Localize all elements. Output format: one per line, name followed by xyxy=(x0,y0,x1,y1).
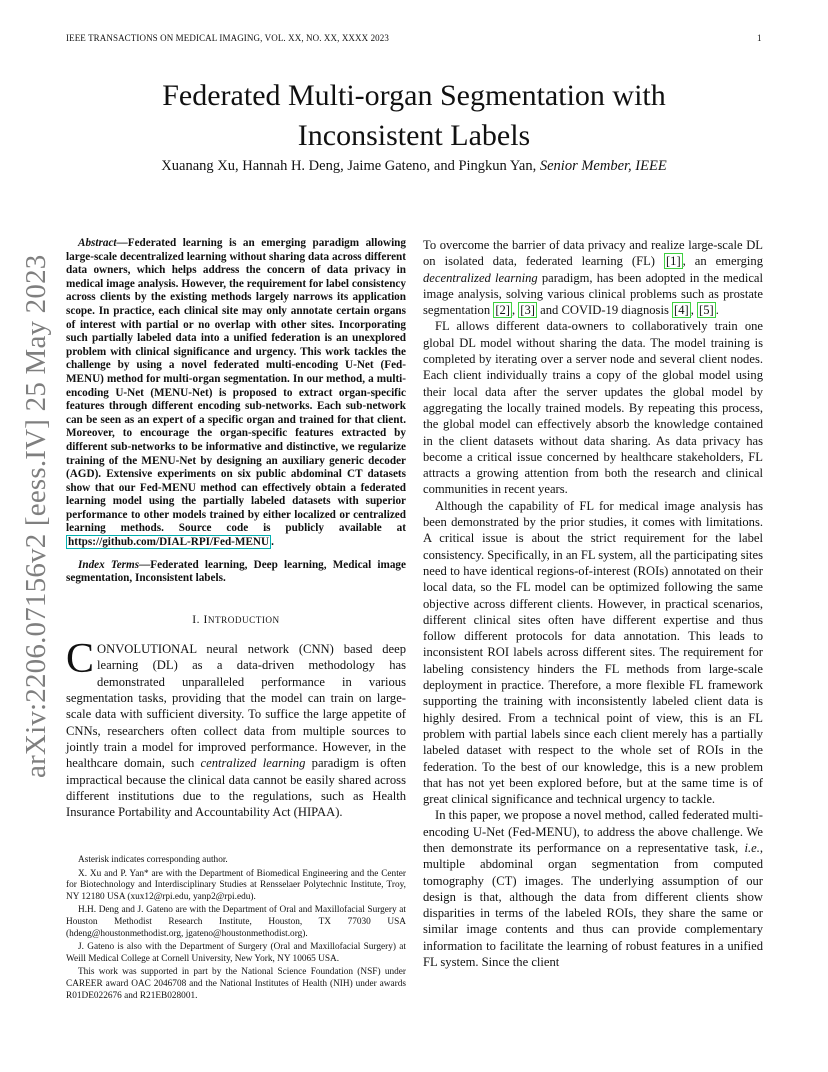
text-run: , an emerging xyxy=(682,254,763,269)
intro-text-end: paradigm is often impractical because the clinical data cannot be easily shared across different institutions due to the regulations, such as Health Insurance Portability and Accountability Act (HIPAA). xyxy=(66,756,407,820)
right-column xyxy=(423,237,763,970)
footnote: J. Gateno is also with the Department of Surgery (Oral and Maxillofacial Surgery) at Weill Medical College at Cornell University, New York, NY 10065 USA. xyxy=(66,942,406,964)
abstract-text: —Federated learning is an emerging paradigm allowing large-scale decentralized learning without sharing data across different data owners, which helps address the concern of data privacy in medical image analysis. However, the requirement for label consistency across clients by the existing methods largely narrows its application scope. In practice, each clinical site may only annotate certain organs of interest with partial or no overlap with other sites. Incorporating such partially labeled data into a unified federation is an unexplored problem with clinical significance and urgency. This work tackles the challenge by using a novel federated multi-encoding U-Net (Fed-MENU) method for multi-organ segmentation. In our method, a multi-encoding U-Net (MENU-Net) is proposed to extract organ-specific features through different encoding sub-networks. Each sub-network can be seen as an expert of a specific organ and trained for that client. Moreover, to encourage the organ-specific features extracted by different sub-networks to be informative and distinctive, we regularize training of the MENU-Net by designing an auxiliary generic decoder (AGD). Extensive experiments on six public abdominal CT datasets show that our Fed-MENU method can effectively obtain a federated learning model using the partially labeled datasets with superior performance to other models trained by either localized or centralized learning methods. Source code is publicly available at xyxy=(66,237,406,535)
footnote: This work was supported in part by the National Science Foundation (NSF) under CAREER award OAC 2046708 and the National Institutes of Health (NIH) under awards R01DE022676 and R21EB028001. xyxy=(66,967,406,1001)
body-paragraph: Although the capability of FL for medical image analysis has been demonstrated by the prior studies, it comes with limitations. A critical issue is about the strict requirement for the label consistency. Specifically, in an FL system, all the participating sites need to have identical regions-of-interest (ROIs) annotated on their local data, so the FL model can be optimized following the same objective across different clients. However, in practical scenarios, different clinical sites often have different expertise and thus follow different protocols for data annotation. This leads to inconsistent ROI labels across different sites. The requirement for labeling consistency hinders the FL methods from large-scale deployment in practice. Therefore, a more flexible FL framework supporting the training with inconsistently labeled client data is highly desired. From a technical point of view, this is an FL problem with partial labels since each client merely has a partially labeled dataset with respect to the whole set of ROIs in the federation. To the best of our knowledge, this is a new problem that has not yet been explored before, but at the same time is of great clinical significance and technical urgency to tackle. xyxy=(423,498,763,807)
text-run: paradigm, has been adopted in the medical image analysis, solving various clinical problems such as prostate segmentation xyxy=(423,270,763,318)
section-rest: NTRODUCTION xyxy=(207,614,280,625)
index-terms xyxy=(66,559,406,586)
text-run: , multiple abdominal organ segmentation from computed tomography (CT) images. The underlying assumption of our design is that, although the data from different clients show disparities in terms of the labeled ROIs, they share the same or similar image contents and thus can provide complementary information to facilitate the learning of robust features in a unified FL system. Since the client xyxy=(423,840,763,970)
footnote: Asterisk indicates corresponding author. xyxy=(78,855,228,865)
section-numeral: I. xyxy=(192,612,204,626)
index-terms-text: —Federated learning, Deep learning, Medical image segmentation, Inconsistent labels. xyxy=(66,558,406,585)
citation-link[interactable]: [4] xyxy=(674,303,689,318)
text-run: , xyxy=(512,303,519,318)
section-heading-introduction xyxy=(66,612,406,628)
footnote: H.H. Deng and J. Gateno are with the Department of Oral and Maxillofacial Surgery at Houston Methodist Research Institute, Houston, TX 77030 USA (hdeng@houstonmethodist.org, jgateno@houstonmethodist.org). xyxy=(66,905,406,939)
intro-paragraph xyxy=(66,636,407,820)
text-emphasis: decentralized learning xyxy=(423,270,538,285)
citation-link[interactable]: [2] xyxy=(495,303,510,318)
left-column xyxy=(66,237,406,820)
abstract-lead: Abstract xyxy=(78,237,117,249)
citation-link[interactable]: [3] xyxy=(520,303,535,318)
author-list xyxy=(66,158,762,175)
text-run: In this paper, we propose a novel method, called federated multi-encoding U-Net (Fed-MENU), to address the above challenge. We then demonstrate its performance on a representative task, xyxy=(423,808,763,855)
title-line-1: Federated Multi-organ Segmentation with xyxy=(162,79,666,112)
text-run: To overcome the barrier of data privacy and realize large-scale DL on isolated data, federated learning (FL) xyxy=(423,238,763,269)
running-header: IEEE TRANSACTIONS ON MEDICAL IMAGING, VOL. XX, NO. XX, XXXX 2023 xyxy=(66,33,389,43)
body-paragraph xyxy=(423,807,763,970)
footnote: X. Xu and P. Yan* are with the Department of Biomedical Engineering and the Center for Biotechnology and Interdisciplinary Studies at Rensselaer Polytechnic Institute, Troy, NY 12180 USA (xux12@rpi.edu, yanp2@rpi.edu). xyxy=(66,868,406,902)
drop-cap: C xyxy=(66,636,95,683)
author-role: Senior Member, IEEE xyxy=(539,158,667,174)
citation-link[interactable]: [5] xyxy=(699,303,714,318)
text-emphasis: i.e. xyxy=(744,840,760,855)
footnotes xyxy=(66,855,406,1004)
abstract xyxy=(66,237,406,550)
author-names: Xuanang Xu, Hannah H. Deng, Jaime Gateno, and Pingkun Yan, xyxy=(161,158,540,174)
page-number: 1 xyxy=(757,33,762,43)
body-paragraph: FL allows different data-owners to collaboratively train one global DL model without sharing the data. The model training is completed by iterating over a server node and several client nodes. Each client individually trains a copy of the global model using their local data after the server updates the global model by aggregating the locally trained models. By repeating this process, the global model can effectively absorb the knowledge contained in the client datasets without data sharing. As data privacy has become a critical issue concerned by healthcare stakeholders, FL attracts a growing attention from both the research and clinical communities in recent years. xyxy=(423,319,763,497)
section-first-letter: I xyxy=(203,612,208,626)
text-run: and COVID-19 diagnosis xyxy=(536,303,673,318)
citation-link[interactable]: [1] xyxy=(665,254,681,269)
text-run: . xyxy=(715,303,719,318)
intro-emphasis: centralized learning xyxy=(200,756,306,771)
arxiv-sidebar xyxy=(20,254,52,778)
title-line-2: Inconsistent Labels xyxy=(297,119,531,152)
index-terms-lead: Index Terms xyxy=(78,558,140,571)
paper-title xyxy=(66,76,762,156)
text-run: , xyxy=(690,303,697,318)
intro-text-start: ONVOLUTIONAL neural network (CNN) based deep learning (DL) as a data-driven methodology has demonstrated unparalleled performance in various segmentation tasks, providing that the model can train on large-scale data with sufficient diversity. To suffice the large appetite of CNNs, researchers often collect data from multiple sources to jointly train a model for improved performance. However, in the healthcare domain, such xyxy=(66,642,406,771)
arxiv-identifier: arXiv:2206.07156v2 [eess.IV] 25 May 2023 xyxy=(20,254,52,778)
abstract-end: . xyxy=(271,536,274,549)
body-paragraph xyxy=(423,237,763,318)
source-code-link[interactable]: https://github.com/DIAL-RPI/Fed-MENU xyxy=(68,536,270,549)
